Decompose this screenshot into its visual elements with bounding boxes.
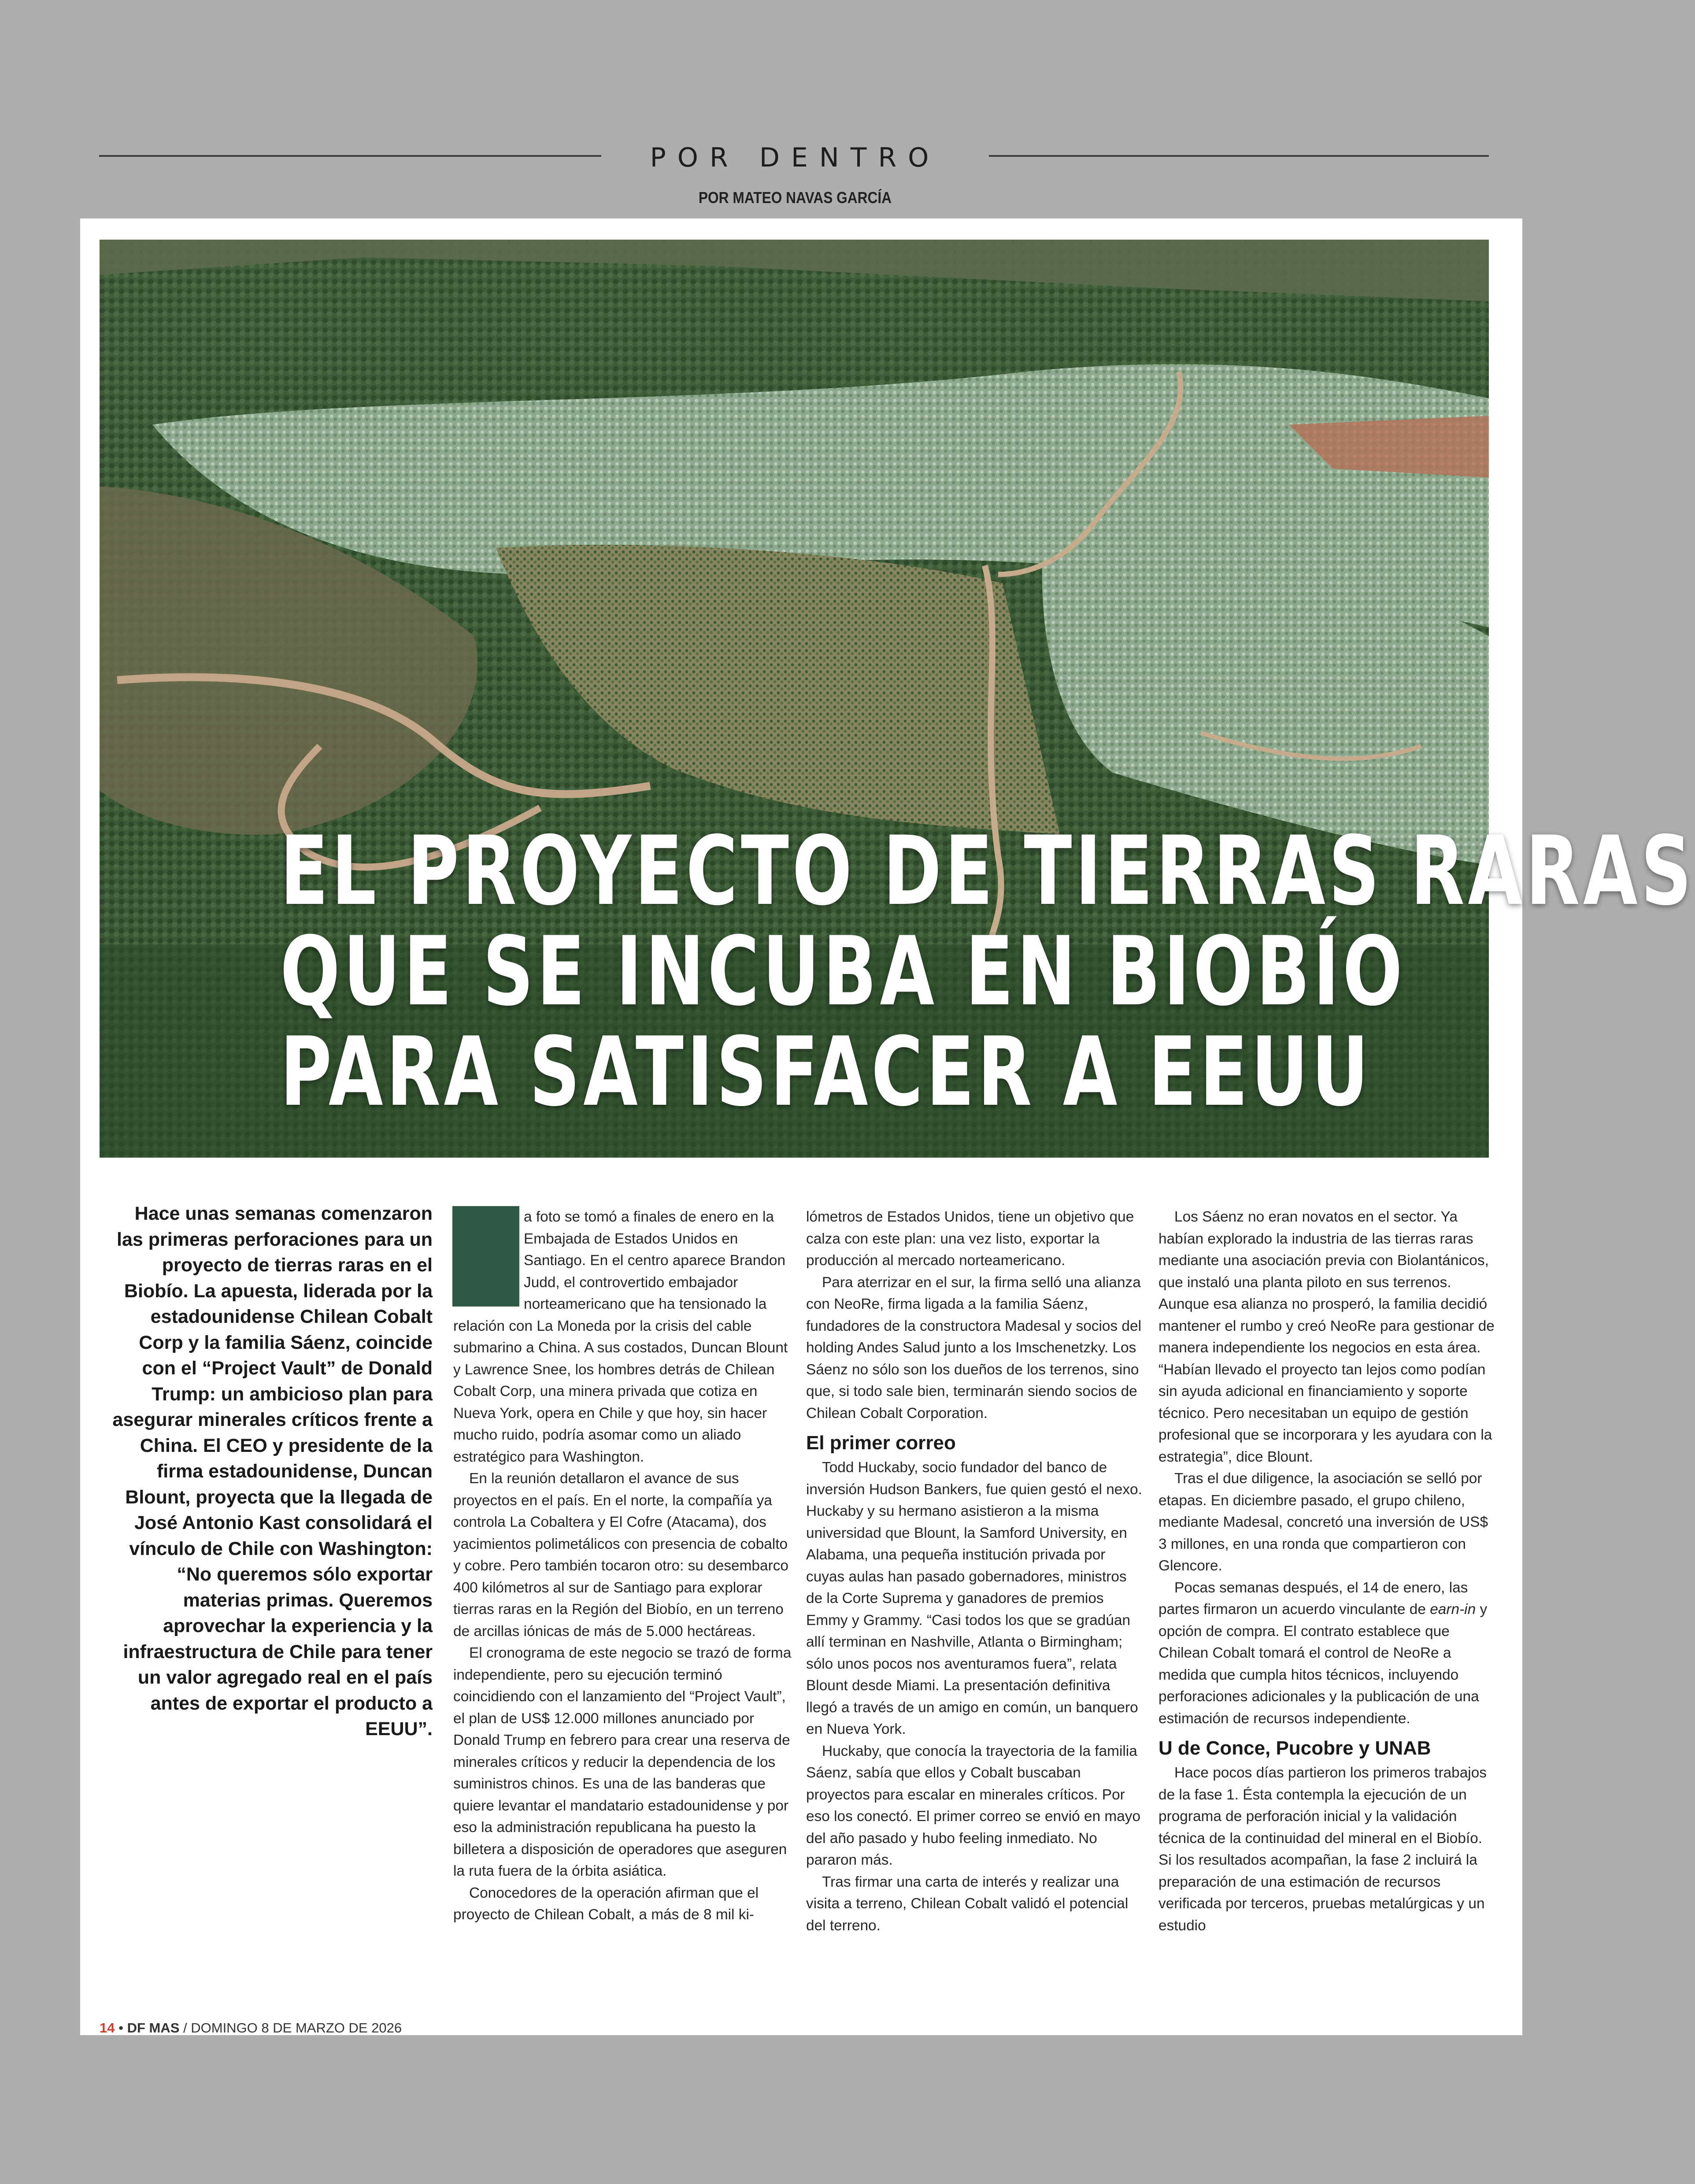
subheading-primer-correo: El primer correo <box>806 1432 956 1454</box>
headline <box>100 816 1695 1127</box>
lead-paragraph: Hace unas semanas comenzaron las primeras perforaciones para un proyecto de tierras raras en el Biobío. La apuesta, liderada por la estadounidense Chilean Cobalt Corp y la familia Sáenz, coincide con el “Project Vault” de Donald Trump: un ambicioso plan para asegurar minerales críticos frente a China. El CEO y presidente de la firma estadounidense, Duncan Blount, proyecta que la llegada de José Antonio Kast consolidará el vínculo de Chile con Washington: “No queremos sólo exportar materias primas. Queremos aprovechar la experiencia y la infraestructura de Chile para tener un valor agregado real en el país antes de exportar el producto a EEUU”. <box>112 1203 433 1740</box>
headline-line-2: QUE SE INCUBA EN BIOBÍO <box>280 916 1406 1027</box>
section-title: POR DENTRO <box>650 142 940 173</box>
body-paragraph: lómetros de Estados Unidos, tiene un objetivo que calza con este plan: una vez listo, exportar la producción al mercado norteamericano. <box>806 1209 1134 1269</box>
body-paragraph: Los Sáenz no eran novatos en el sector. Ya habían explorado la industria de las tierras raras mediante una asociación previa con Biolantánicos, que instaló una planta piloto en sus terrenos. Aunque esa alianza no prosperó, la familia decidió mantener el rumbo y creó NeoRe para gestionar de manera independiente los negocios en esta área. “Habían llevado el proyecto tan lejos como podían sin ayuda adicional en financiamiento y soporte técnico. Pero necesitaban un equipo de gestión profesional que se incorporara y les ayudara con la estrategia”, dice Blount. <box>1158 1209 1495 1465</box>
body-text: y opción de compra. El contrato establece que Chilean Cobalt tomará el control de NeoRe a medida que cumpla hitos técnicos, incluyendo perforaciones adicionales y la publicación de una estimación de recursos independiente. <box>1158 1601 1488 1727</box>
body-paragraph: Para aterrizar en el sur, la firma selló una alianza con NeoRe, firma ligada a la familia Sáenz, fundadores de la constructora Madesal y socios del holding Andes Salud junto a los Imschenetzky. Los Sáenz no sólo son los dueños de los terrenos, sino que, si todo sale bien, terminarán siendo socios de Chilean Cobalt Corporation. <box>806 1274 1141 1421</box>
body-paragraph: Conocedores de la operación afirman que el proyecto de Chilean Cobalt, a más de 8 mil ki- <box>453 1884 759 1923</box>
headline-line-1: EL PROYECTO DE TIERRAS RARAS <box>280 816 1695 926</box>
subheading-u-de-conce: U de Conce, Pucobre y UNAB <box>1158 1737 1431 1759</box>
body-paragraph: a foto se tomó a finales de enero en la Embajada de Estados Unidos en Santiago. En el centro aparece Brandon Judd, el controvertido embajador norteamericano que ha tensionado la relación con La Moneda por la crisis del cable submarino a China. A sus costados, Duncan Blount y Lawrence Snee, los hombres detrás de Chilean Cobalt Corp, una minera privada que cotiza en Nueva York, opera en Chile y que hoy, sin hacer mucho ruido, podría asomar como un aliado estratégico para Washington. <box>453 1209 788 1465</box>
body-column-2 <box>806 1206 1145 1936</box>
dropcap <box>452 1206 519 1307</box>
body-column-1 <box>453 1206 792 1926</box>
byline: POR MATEO NAVAS GARCÍA <box>698 189 892 207</box>
body-paragraph: Tras firmar una carta de interés y realizar una visita a terreno, Chilean Cobalt validó el potencial del terreno. <box>806 1873 1129 1934</box>
footer-slash: / <box>179 2020 191 2036</box>
page-number: 14 <box>100 2020 115 2036</box>
issue-date: DOMINGO 8 DE MARZO DE 2026 <box>191 2020 402 2036</box>
body-paragraph: Huckaby, que conocía la trayectoria de la familia Sáenz, sabía que ellos y Cobalt buscaban proyectos para escalar en minerales críticos. Por eso los conectó. El primer correo se envió en mayo del año pasado y hubo feeling inmediato. No pararon más. <box>806 1743 1141 1868</box>
aerial-forest-photo <box>100 240 1695 1158</box>
body-paragraph: Hace pocos días partieron los primeros trabajos de la fase 1. Ésta contempla la ejecución de un programa de perforación inicial y la validación técnica de la continuidad del mineral en el Biobío. Si los resultados acompañan, la fase 2 incluirá la preparación de una estimación de recursos verificada por terceros, pruebas metalúrgicas y un estudio <box>1158 1765 1487 1934</box>
header-rule-left <box>99 155 601 157</box>
body-paragraph: Todd Huckaby, socio fundador del banco de inversión Hudson Bankers, fue quien gestó el nexo. Huckaby y su hermano asistieron a la misma universidad que Blount, la Samford University, en Alabama, una pequeña institución privada por cuyas aulas han pasado gobernadores, ministros de la Corte Suprema y ganadores de premios Emmy y Grammy. “Casi todos los que se gradúan allí terminan en Nashville, Atlanta o Birmingham; sólo unos pocos nos aventuramos fuera”, relata Blount desde Miami. La presentación definitiva llegó a través de un amigo en común, un banquero en Nueva York. <box>806 1459 1142 1737</box>
publication-name: DF MAS <box>127 2020 180 2036</box>
footer-separator: • <box>115 2020 127 2036</box>
body-paragraph <box>1158 1577 1498 1730</box>
header-rule-right <box>989 155 1489 157</box>
body-text: Pocas semanas después, el 14 de enero, las partes firmaron un acuerdo vinculante de <box>1158 1579 1468 1618</box>
article-page <box>80 218 1695 2035</box>
body-column-3 <box>1158 1206 1498 1936</box>
headline-line-3: PARA SATISFACER A EEUU <box>280 1017 1372 1127</box>
body-paragraph: El cronograma de este negocio se trazó de forma independiente, pero su ejecución terminó coincidiendo con el lanzamiento del “Project Vault”, el plan de US$ 12.000 millones anunciado por Donald Trump en febrero para crear una reserva de minerales críticos y reducir la dependencia de los suministros chinos. Es una de las banderas que quiere levantar el mandatario estadounidense y por eso la administración republicana ha puesto la billetera a disposición de operadores que aseguren la ruta fuera de la órbita asiática. <box>453 1645 792 1879</box>
body-paragraph: Tras el due diligence, la asociación se selló por etapas. En diciembre pasado, el grupo chileno, mediante Madesal, concretó una inversión de US$ 3 millones, en una ronda que compartieron con Glencore. <box>1158 1470 1488 1574</box>
emphasis-text: earn-in <box>1430 1601 1476 1618</box>
page-footer <box>100 2020 402 2036</box>
body-paragraph: En la reunión detallaron el avance de sus proyectos en el país. En el norte, la compañía ya controla La Cobaltera y El Cofre (Atacama), dos yacimientos polimetálicos con presencia de cobalto y cobre. Pero también tocaron otro: su desembarco 400 kilómetros al sur de Santiago para explorar tierras raras en la Región del Biobío, en un terreno de arcillas iónicas de más de 5.000 hectáreas. <box>453 1470 788 1640</box>
